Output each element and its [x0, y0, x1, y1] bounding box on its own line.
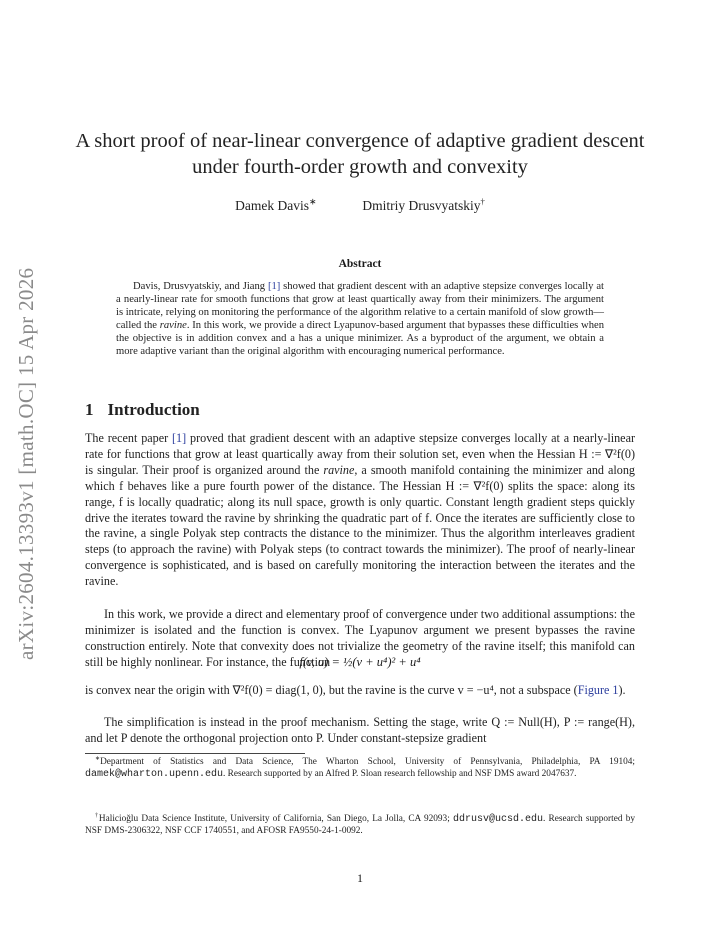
footnote-mark[interactable]: †: [480, 196, 485, 207]
paragraph: The simplification is instead in the proof mechanism. Setting the stage, write Q := Null(H), P := range(H), and let P denote the orthogonal projection onto P. Under constant-stepsize gradient: [85, 715, 635, 745]
author: Dmitriy Drusvyatskiy†: [362, 196, 485, 213]
page-number: 1: [357, 871, 363, 885]
author: Damek Davis∗: [235, 196, 317, 213]
abstract-heading: Abstract: [338, 258, 382, 270]
paragraph: In this work, we provide a direct and elementary proof of convergence under two additional assumptions: the minimizer is isolated and the function is convex. The Lyapunov argument we present bypasses the ravine construction entirely. Note that convexity does not trivialize the geometry of the ravine itself; this manifold can still be highly nonlinear. For instance, the function: [85, 607, 635, 669]
footnote: ∗Department of Statistics and Data Science, The Wharton School, University of Pennsylvania, Philadelphia, PA 19104; damek@wharton.upenn.edu. Research supported by an Alfred P. Sloan research fellowship and NSF DMS award 2047637.: [85, 755, 635, 780]
footnote-divider: [85, 753, 305, 754]
citation-link[interactable]: [1]: [267, 281, 281, 292]
paper-title: A short proof of near-linear convergence of adaptive gradient descent under fourth-order growth and convexity: [75, 130, 645, 178]
paragraph: is convex near the origin with ∇²f(0) = diag(1, 0), but the ravine is the curve v = −u⁴, not a subspace (Figure 1).: [85, 683, 626, 697]
display-equation: f(v, u) = ½(v + u⁴)² + u⁴: [299, 655, 421, 669]
figure-link[interactable]: Figure 1: [577, 683, 619, 697]
section-heading: 1 Introduction: [85, 400, 200, 419]
citation-link[interactable]: [1]: [172, 431, 187, 445]
email-link[interactable]: ddrusv@ucsd.edu: [453, 814, 544, 825]
abstract-text: Davis, Drusvyatskiy, and Jiang [1] showed that gradient descent with an adaptive stepsize converges locally at a nearly-linear rate for smooth functions that grow at least quartically away from their minimizers. The argument is intricate, relying on monitoring the performance of the algorithm relative to a certain manifold of slow growth—called the ravine. In this work, we provide a direct Lyapunov-based argument that bypasses these difficulties when the objective is in addition convex and a has a unique minimizer. As a byproduct of the argument, we obtain a more adaptive variant than the original algorithm with encouraging numerical performance.: [116, 281, 605, 358]
author-list: [70, 198, 650, 214]
email-link[interactable]: damek@wharton.upenn.edu: [85, 768, 224, 780]
arxiv-stamp: arXiv:2604.13393v1 [math.OC] 15 Apr 2026: [14, 267, 38, 660]
paragraph: The recent paper [1] proved that gradient descent with an adaptive stepsize converges locally at a nearly-linear rate for functions that grow at least quartically away from their solution set, even when the Hessian H := ∇²f(0) is singular. Their proof is organized around the ravine, a smooth manifold containing the minimizer and along which f behaves like a pure fourth power of the distance. The Hessian H := ∇²f(0) splits the space: along its range, f is locally quadratic; along its null space, growth is only quartic. Constant length gradient steps quickly drive the iterates toward the ravine by shrinking the quadratic part of f. Once the iterates are sufficiently close to the ravine, a single Polyak step contracts the distance to the minimizer. Thus the algorithm interleaves gradient steps (to approach the ravine) with Polyak steps (to contract towards the minimizer). The proof of nearly-linear convergence is sophisticated, and is based on carefully monitoring the interaction between the iterates and the ravine.: [85, 431, 635, 589]
footnote-mark[interactable]: ∗: [308, 196, 317, 207]
footnote: †Halicioğlu Data Science Institute, University of California, San Diego, La Jolla, CA 92093; ddrusv@ucsd.edu. Research supported by NSF DMS-2306322, NSF CCF 1740551, and AFOSR FA9550-24-1-0092.: [85, 812, 635, 836]
